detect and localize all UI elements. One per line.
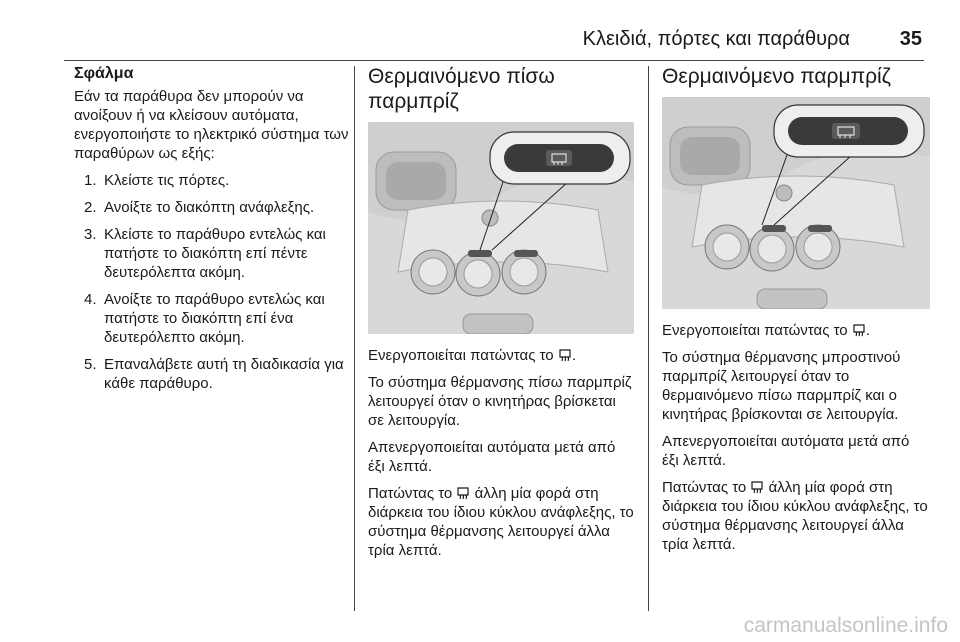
dashboard-drawing — [368, 122, 634, 334]
page-header — [0, 22, 960, 62]
step-number: 3. — [84, 226, 97, 243]
step-number: 1. — [84, 172, 97, 189]
list-item — [74, 225, 350, 282]
step-number: 2. — [84, 199, 97, 216]
activate-paragraph — [368, 346, 634, 365]
header-rule — [64, 60, 924, 61]
rear-defrost-icon — [852, 323, 866, 337]
extend-start: Πατώντας το — [662, 479, 747, 496]
steps-list — [74, 171, 350, 393]
left-column — [74, 64, 350, 401]
step-text: Κλείστε το παράθυρο εντελώς και πατήστε το διακόπτη επί πέντε δευτερόλεπτα ακόμη. — [104, 226, 326, 281]
dashboard-illustration-rear — [368, 122, 634, 334]
middle-column — [368, 64, 634, 568]
list-item — [74, 198, 350, 217]
dashboard-drawing — [662, 97, 930, 309]
extend-end: άλλη μία φορά στη διάρκεια του ίδιου κύκλου ανάφλεξης, το σύστημα θέρμανσης λειτουργεί άλλα τρία λεπτά. — [368, 485, 634, 559]
list-item — [74, 355, 350, 393]
paragraph-extend — [368, 484, 634, 560]
right-column — [662, 64, 930, 562]
list-item — [74, 290, 350, 347]
paragraph-extend — [662, 478, 930, 554]
intro-paragraph: Εάν τα παράθυρα δεν μπορούν να ανοίξουν ή να κλείσουν αυτόματα, ενεργοποιήστε το ηλεκτρικό σύστημα των παραθύρων ως εξής: — [74, 88, 349, 162]
rear-defrost-icon — [558, 348, 572, 362]
column-divider-2 — [648, 66, 649, 611]
paragraph-function: Το σύστημα θέρμανσης μπροστινού παρμπρίζ λειτουργεί όταν το θερμαινόμενο πίσω παρμπρίζ και ο κινητήρας βρίσκονται σε λειτουργία. — [662, 349, 901, 423]
activate-paragraph — [662, 321, 930, 340]
extend-start: Πατώντας το — [368, 485, 453, 502]
rear-defrost-icon — [750, 480, 764, 494]
paragraph-auto-off: Απενεργοποιείται αυτόματα μετά από έξι λεπτά. — [368, 439, 616, 475]
column-divider-1 — [354, 66, 355, 611]
activate-end: . — [571, 347, 576, 364]
heading-rear-window-heater: Θερμαινόμενο πίσω παρμπρίζ — [368, 65, 555, 113]
step-text: Κλείστε τις πόρτες. — [104, 172, 230, 189]
list-item — [74, 171, 350, 190]
step-text: Ανοίξτε το διακόπτη ανάφλεξης. — [104, 199, 315, 216]
activate-end: . — [865, 322, 870, 339]
activate-text: Ενεργοποιείται πατώντας το — [368, 347, 554, 364]
heading-heated-windscreen: Θερμαινόμενο παρμπρίζ — [662, 65, 891, 88]
subheading-fault: Σφάλμα — [74, 65, 134, 82]
dashboard-illustration-front — [662, 97, 930, 309]
page-number: 35 — [899, 28, 922, 50]
rear-defrost-icon — [456, 486, 470, 500]
activate-text: Ενεργοποιείται πατώντας το — [662, 322, 848, 339]
step-number: 4. — [84, 291, 97, 308]
section-title: Κλειδιά, πόρτες και παράθυρα — [582, 28, 850, 50]
paragraph-auto-off: Απενεργοποιείται αυτόματα μετά από έξι λεπτά. — [662, 433, 910, 469]
step-number: 5. — [84, 356, 97, 373]
step-text: Ανοίξτε το παράθυρο εντελώς και πατήστε το διακόπτη επί ένα δευτερόλεπτο ακόμη. — [104, 291, 325, 346]
step-text: Επαναλάβετε αυτή τη διαδικασία για κάθε παράθυρο. — [104, 356, 344, 392]
extend-end: άλλη μία φορά στη διάρκεια του ίδιου κύκλου ανάφλεξης, το σύστημα θέρμανσης λειτουργεί άλλα τρία λεπτά. — [662, 479, 928, 553]
watermark: carmanualsonline.info — [743, 614, 948, 637]
paragraph-function: Το σύστημα θέρμανσης πίσω παρμπρίζ λειτουργεί όταν ο κινητήρας βρίσκεται σε λειτουργία. — [368, 374, 632, 429]
